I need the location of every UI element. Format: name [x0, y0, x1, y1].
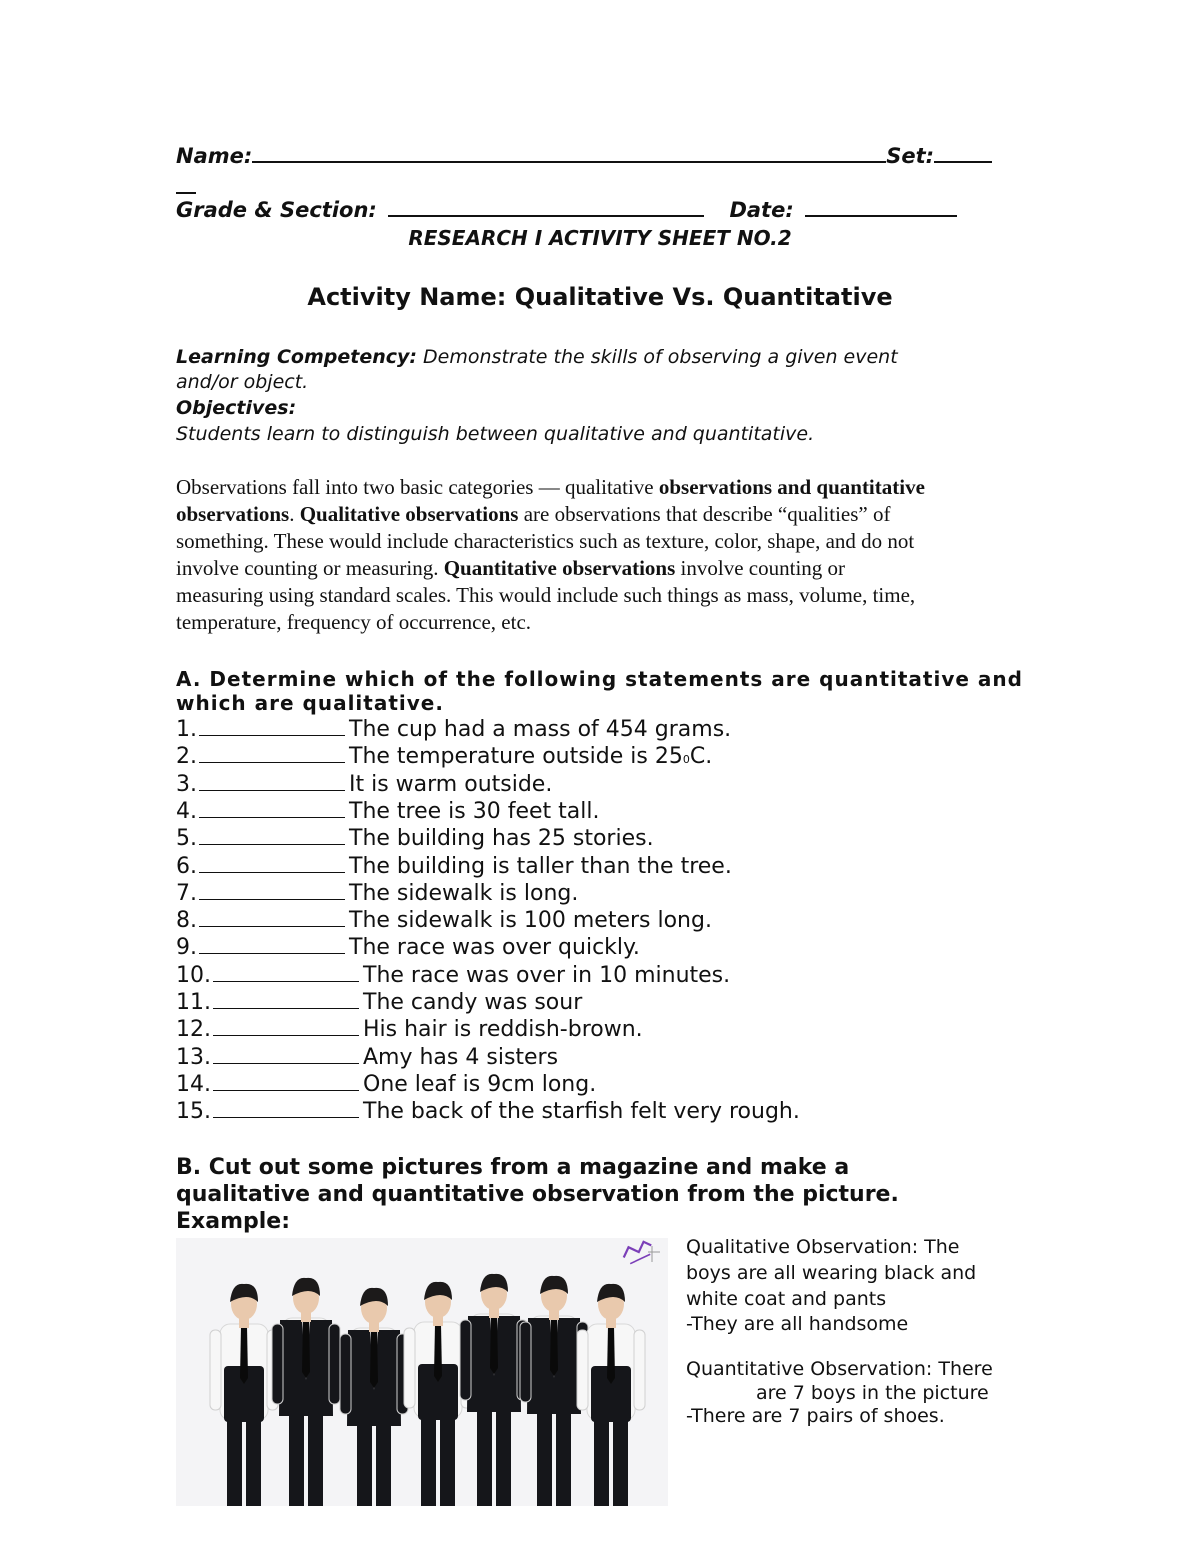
intro-text: Observations fall into two basic categories — qualitative [176, 475, 659, 499]
grade-field[interactable] [388, 197, 704, 217]
question-text: The back of the starfish felt very rough. [363, 1099, 800, 1125]
answer-blank[interactable] [199, 770, 345, 791]
name-row [176, 143, 992, 168]
intro-line-2 [176, 501, 890, 528]
question-item [176, 1097, 800, 1124]
question-item [176, 933, 640, 960]
answer-blank[interactable] [199, 933, 345, 954]
date-label: Date: [729, 198, 794, 222]
set-field-wrap [176, 192, 196, 194]
question-number: 14. [176, 1071, 211, 1097]
question-text: The candy was sour [363, 990, 583, 1015]
qual-obs-3: white coat and pants [686, 1288, 887, 1310]
question-number: 3. [176, 771, 197, 797]
grade-row [176, 197, 957, 222]
answer-blank[interactable] [213, 1015, 359, 1036]
question-number: 12. [176, 1017, 211, 1043]
part-b-heading-1: B. Cut out some pictures from a magazine and make a [176, 1155, 850, 1180]
quant-obs-3: -There are 7 pairs of shoes. [686, 1405, 945, 1427]
answer-blank[interactable] [213, 1043, 359, 1064]
answer-blank[interactable] [199, 852, 345, 873]
question-item [176, 879, 578, 906]
quant-obs-1: Quantitative Observation: There [686, 1358, 993, 1380]
example-photo [176, 1238, 668, 1506]
intro-line-4 [176, 555, 845, 582]
question-item [176, 797, 599, 824]
part-a-heading-1: A. Determine which of the following statements are quantitative and [176, 667, 1023, 691]
question-item [176, 1043, 558, 1070]
grade-label: Grade & Section: [176, 198, 377, 222]
question-number: 9. [176, 935, 197, 961]
intro-text: . [289, 502, 300, 526]
question-text: The tree is 30 feet tall. [349, 798, 600, 824]
degree-subscript: 0 [682, 753, 690, 767]
question-item [176, 1015, 643, 1042]
competency-line1 [176, 346, 898, 368]
answer-blank[interactable] [199, 742, 345, 763]
intro-bold: observations [176, 502, 290, 526]
objectives-text: Students learn to distinguish between qualitative and quantitative. [176, 423, 815, 445]
question-text: The building has 25 stories. [349, 826, 654, 852]
answer-blank[interactable] [199, 715, 345, 736]
question-number: 5. [176, 826, 197, 852]
question-number: 8. [176, 908, 197, 934]
question-text: It is warm outside. [349, 771, 553, 797]
question-number: 10. [176, 962, 211, 988]
name-label: Name: [176, 144, 253, 168]
question-number: 15. [176, 1099, 211, 1125]
intro-line-3: something. These would include characteristics such as texture, color, shape, and do not [176, 529, 915, 553]
intro-bold: Qualitative observations [299, 502, 519, 526]
question-item [176, 1070, 596, 1097]
intro-line-6: temperature, frequency of occurrence, etc. [176, 610, 532, 634]
question-item [176, 961, 730, 988]
question-text: The building is taller than the tree. [349, 853, 732, 879]
question-text: The sidewalk is 100 meters long. [349, 908, 712, 934]
question-item [176, 770, 552, 797]
answer-blank[interactable] [199, 824, 345, 845]
set-field[interactable] [934, 143, 992, 163]
question-item [176, 988, 582, 1015]
name-field[interactable] [252, 143, 886, 163]
sheet-title: RESEARCH I ACTIVITY SHEET NO.2 [408, 226, 792, 250]
intro-text: involve counting or [675, 556, 846, 580]
intro-text: are observations that describe “qualities” of [518, 502, 891, 526]
part-a-heading-2: which are qualitative. [176, 691, 444, 715]
question-text: The race was over quickly. [349, 935, 640, 961]
question-number: 1. [176, 717, 197, 742]
question-number: 13. [176, 1044, 211, 1070]
answer-blank[interactable] [199, 797, 345, 818]
question-text: The cup had a mass of 454 grams. [349, 717, 732, 742]
competency-label: Learning Competency: [176, 346, 417, 368]
question-text: His hair is reddish-brown. [363, 1017, 643, 1043]
intro-line-1 [176, 474, 925, 501]
question-number: 7. [176, 880, 197, 906]
qual-obs-4: -They are all handsome [686, 1313, 909, 1335]
group-photo-illustration [176, 1238, 668, 1506]
quant-obs-2: are 7 boys in the picture [756, 1382, 989, 1404]
question-text: The race was over in 10 minutes. [363, 962, 731, 988]
competency-line2: and/or object. [176, 371, 309, 393]
competency-text: Demonstrate the skills of observing a given event [423, 346, 898, 368]
answer-blank[interactable] [213, 1070, 359, 1091]
answer-blank[interactable] [213, 961, 359, 982]
question-text-tail: C. [689, 744, 713, 770]
question-text: The sidewalk is long. [349, 880, 579, 906]
qual-obs-1: Qualitative Observation: The [686, 1236, 960, 1258]
intro-bold: Quantitative observations [443, 556, 676, 580]
answer-blank[interactable] [213, 1097, 359, 1118]
question-item [176, 852, 732, 879]
question-number: 6. [176, 853, 197, 879]
intro-bold: observations and quantitative [658, 475, 925, 499]
example-label: Example: [176, 1209, 290, 1234]
objectives-label: Objectives: [176, 397, 297, 419]
intro-text: involve counting or measuring. [176, 556, 444, 580]
answer-blank[interactable] [213, 988, 359, 1009]
question-item [176, 742, 712, 769]
question-text: One leaf is 9cm long. [363, 1071, 597, 1097]
question-item [176, 906, 712, 933]
set-label: Set: [886, 144, 935, 168]
question-number: 2. [176, 744, 197, 770]
answer-blank[interactable] [199, 879, 345, 900]
qual-obs-2: boys are all wearing black and [686, 1262, 977, 1284]
question-text: Amy has 4 sisters [363, 1044, 559, 1070]
answer-blank[interactable] [199, 906, 345, 927]
question-number: 11. [176, 990, 211, 1015]
intro-line-5: measuring using standard scales. This would include such things as mass, volume, time, [176, 583, 916, 607]
question-text: The temperature outside is 25 [349, 744, 683, 770]
part-b-heading-2: qualitative and quantitative observation from the picture. [176, 1182, 899, 1207]
question-item [176, 824, 654, 851]
date-field[interactable] [805, 197, 957, 217]
activity-title: Activity Name: Qualitative Vs. Quantitative [307, 283, 893, 311]
question-number: 4. [176, 798, 197, 824]
question-item [176, 715, 731, 742]
